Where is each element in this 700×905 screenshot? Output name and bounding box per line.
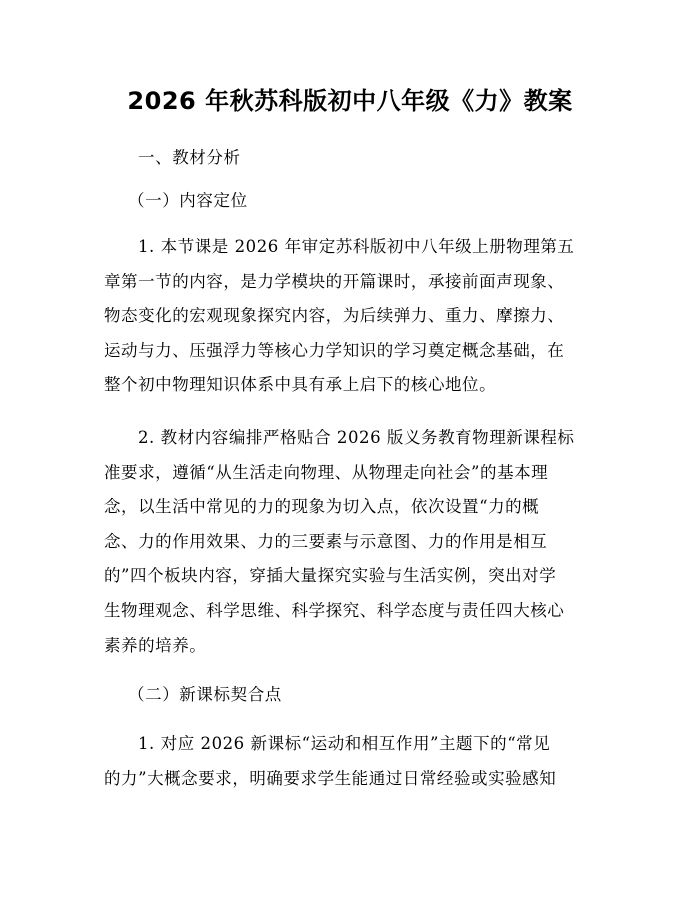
subsection-heading-content-positioning: （一）内容定位 <box>128 191 248 210</box>
paragraph-1-line: 整个初中物理知识体系中具有承上启下的核心地位。 <box>104 375 497 395</box>
paragraph-3-line: 1. 对应 2026 新课标“运动和相互作用”主题下的“常见 <box>138 734 551 753</box>
paragraph-2-line: 的”四个板块内容，穿插大量探究实验与生活实例，突出对学 <box>104 566 557 586</box>
paragraph-2-line: 准要求，遵循“从生活走向物理、从物理走向社会”的基本理 <box>104 462 549 482</box>
paragraph-2-line: 2. 教材内容编排严格贴合 2026 版义务教育物理新课程标 <box>138 428 575 447</box>
paragraph-2-line: 念、力的作用效果、力的三要素与示意图、力的作用是相互 <box>104 531 548 551</box>
paragraph-2 <box>104 421 604 663</box>
paragraph-3 <box>104 727 604 796</box>
paragraph-2-line: 念，以生活中常见的力的现象为切入点，依次设置“力的概 <box>104 497 540 517</box>
paragraph-2-line: 素养的培养。 <box>104 635 207 655</box>
paragraph-1 <box>104 230 604 403</box>
paragraph-1-line: 章第一节的内容，是力学模块的开篇课时，承接前面声现象、 <box>104 271 565 291</box>
document-title: 2026 年秋苏科版初中八年级《力》教案 <box>127 87 573 115</box>
paragraph-1-line: 运动与力、压强浮力等核心力学知识的学习奠定概念基础，在 <box>104 340 565 360</box>
paragraph-2-line: 生物理观念、科学思维、科学探究、科学态度与责任四大核心 <box>104 600 565 620</box>
paragraph-1-line: 物态变化的宏观现象探究内容，为后续弹力、重力、摩擦力、 <box>104 306 565 326</box>
section-heading-textbook-analysis: 一、教材分析 <box>138 148 241 167</box>
paragraph-1-line: 1. 本节课是 2026 年审定苏科版初中八年级上册物理第五 <box>138 237 575 256</box>
subsection-heading-curriculum-alignment: （二）新课标契合点 <box>128 685 282 704</box>
paragraph-3-line: 的力”大概念要求，明确要求学生能通过日常经验或实验感知 <box>104 768 557 788</box>
